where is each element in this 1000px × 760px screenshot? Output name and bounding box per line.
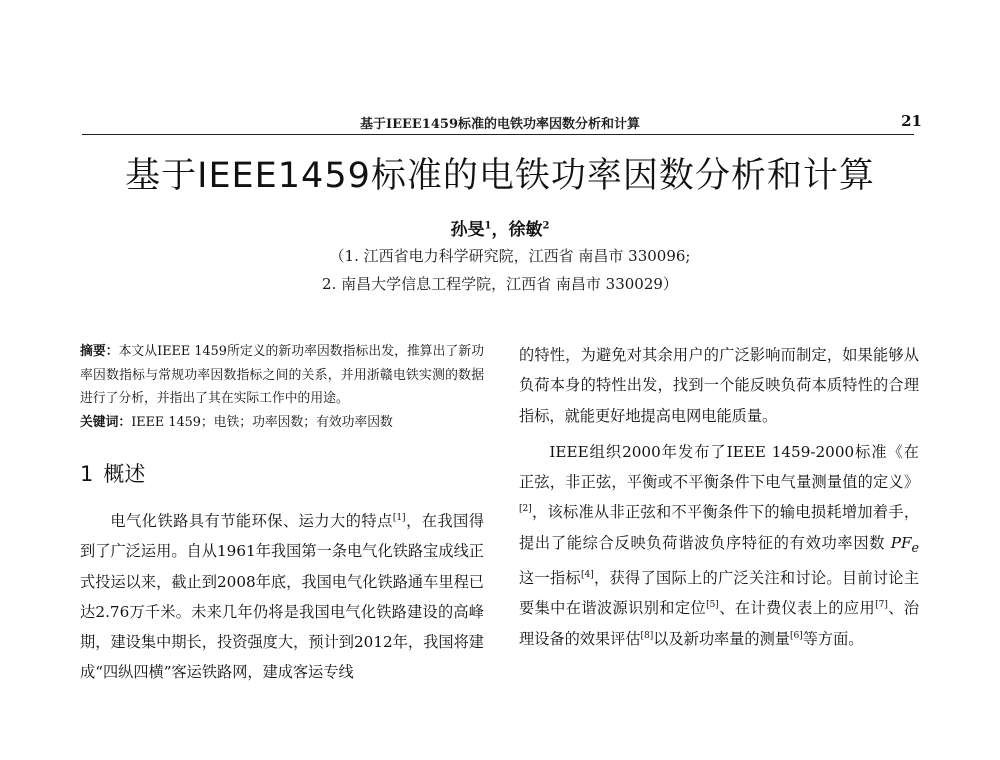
section-number: 1: [80, 462, 94, 486]
author-separator: ，: [491, 220, 509, 240]
body-paragraph: 的特性，为避免对其余用户的广泛影响而制定，如果能够从负荷本身的特性出发，找到一个能反映负荷本质特性的合理指标，就能更好地提高电网电能质量。: [519, 346, 919, 425]
keywords: [80, 411, 484, 435]
pf-symbol: [890, 533, 919, 555]
body-paragraph: [80, 506, 484, 688]
keywords-text: IEEE 1459；电铁；功率因数；有效功率因数: [131, 414, 393, 430]
body-text: 、在计费仪表上的应用: [718, 599, 876, 618]
citation: [5]: [706, 600, 719, 611]
header-rule: [82, 134, 914, 135]
body-text: 这一指标: [519, 569, 581, 588]
abstract-text: 本文从IEEE 1459所定义的新功率因数指标出发，推算出了新功率因数指标与常规功率因数指标之间的关系，并用浙赣电铁实测的数据进行了分析，并指出了其在实际工作中的用途。: [80, 344, 485, 406]
citation: [1]: [392, 512, 406, 523]
body-text: IEEE组织2000年发布了IEEE 1459-2000标准《在正弦，非正弦，平衡或不平衡条件下电气量测量值的定义》: [519, 442, 919, 492]
author-name: 孙旻: [450, 220, 485, 240]
body-text: 以及新功率量的测量: [653, 629, 790, 648]
citation: [4]: [580, 570, 594, 581]
body-paragraph: [519, 437, 919, 654]
left-column: [80, 340, 484, 688]
section-title: 概述: [103, 462, 146, 486]
running-header: 基于IEEE1459标准的电铁功率因数分析和计算: [360, 117, 640, 132]
citation: [8]: [640, 630, 654, 641]
citation: [6]: [789, 630, 803, 641]
page-number: 21: [901, 112, 922, 130]
right-column: [519, 340, 919, 654]
affiliation-1: （1. 江西省电力科学研究院，江西省 南昌市 330096;: [329, 247, 691, 265]
author-affil-mark: 1: [484, 220, 492, 232]
citation: [7]: [875, 600, 888, 611]
body-text: 等方面。: [802, 629, 864, 648]
section-heading: [80, 458, 484, 488]
pf-symbol-main: PF: [890, 533, 912, 552]
author-line: [0, 215, 1000, 240]
body-text: 电气化铁路具有节能环保、运力大的特点: [110, 512, 393, 530]
paper-title: 基于IEEE1459标准的电铁功率因数分析和计算: [125, 156, 875, 196]
body-text: 、治理设备的效果评估: [519, 599, 920, 648]
body-text: ，获得了国际上的广泛关注和讨论。目前讨论主要集中在谐波源识别和定位: [519, 569, 920, 618]
affiliation-2: 2. 南昌大学信息工程学院，江西省 南昌市 330029）: [322, 275, 678, 293]
author-name: 徐敏: [508, 220, 543, 240]
author-affil-mark: 2: [542, 220, 550, 232]
abstract-label: 摘要：: [80, 344, 119, 359]
body-text: ，该标准从非正弦和不平衡条件下的输电损耗增加着手，提出了能综合反映负荷谐波负序特征的有效功率因数: [519, 503, 919, 552]
abstract: [80, 340, 484, 411]
body-text: ，在我国得到了广泛运用。自从1961年我国第一条电气化铁路宝成线正式投运以来，截止到2008年底，我国电气化铁路通车里程已达2.76万千米。未来几年仍将是我国电气化铁路建设的高峰期，建设集中期长，投资强度大，预计到2012年，我国将建成“四纵四横”客运铁路网，建成客运专线: [80, 512, 485, 682]
pf-symbol-subscript: e: [911, 539, 919, 555]
citation: [2]: [519, 504, 532, 515]
keywords-label: 关键词：: [80, 414, 132, 430]
